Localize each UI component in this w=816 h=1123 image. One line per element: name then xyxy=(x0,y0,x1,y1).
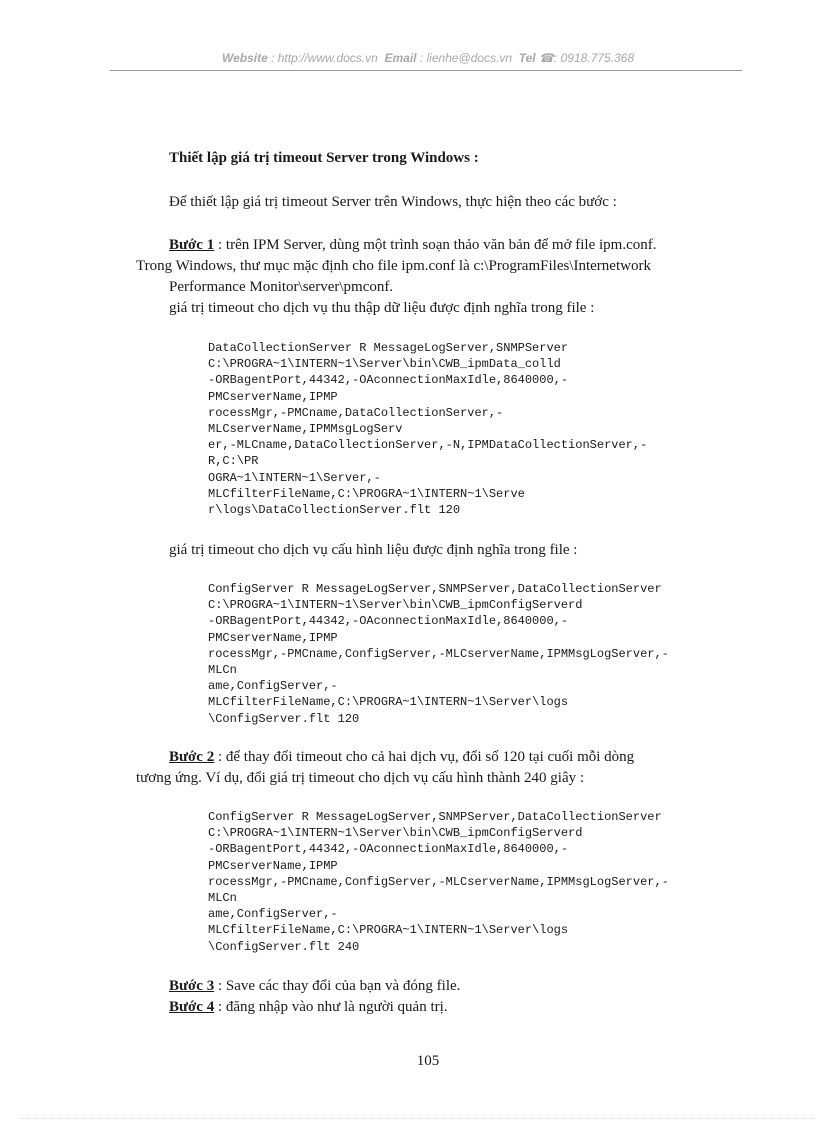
tel-value: : 0918.775.368 xyxy=(553,51,635,65)
code-line: ConfigServer R MessageLogServer,SNMPServer,DataCollectionServer xyxy=(208,582,662,596)
code-line: -ORBagentPort,44342,-OAconnectionMaxIdle,8640000,- xyxy=(208,373,569,388)
step4-label: Bước 4 xyxy=(169,999,215,1015)
code-line: OGRA~1\INTERN~1\Server,- xyxy=(208,470,381,485)
code-line: -ORBagentPort,44342,-OAconnectionMaxIdle,8640000,- xyxy=(208,614,569,629)
page-number: 105 xyxy=(416,1053,440,1069)
step3-label: Bước 3 xyxy=(169,978,215,994)
step1-line1 xyxy=(169,235,656,256)
step2-line2: tương ứng. Ví dụ, đổi giá trị timeout cho dịch vụ cấu hình thành 240 giây : xyxy=(136,770,585,786)
code-line: -ORBagentPort,44342,-OAconnectionMaxIdle,8640000,- xyxy=(208,842,569,857)
code-line: MLCfilterFileName,C:\PROGRA~1\INTERN~1\Serve xyxy=(208,486,525,501)
code-block-data-collection xyxy=(208,340,647,518)
code-line: MLCn xyxy=(208,663,237,678)
code-line: rocessMgr,-PMCname,DataCollectionServer,- xyxy=(208,405,504,420)
code-line: rocessMgr,-PMCname,ConfigServer,-MLCserverName,IPMMsgLogServer,- xyxy=(208,646,669,661)
step1-label: Bước 1 xyxy=(169,237,215,253)
website-value: : http://www.docs.vn xyxy=(271,51,378,65)
code-line: er,-MLCname,DataCollectionServer,-N,IPMDataCollectionServer,- xyxy=(208,438,648,453)
step2-text: : để thay đổi timeout cho cả hai dịch vụ, đổi số 120 tại cuối mỗi dòng xyxy=(214,749,635,765)
step3-text: : Save các thay đổi của bạn và đóng file. xyxy=(214,978,461,994)
code-block-config-120 xyxy=(208,581,669,727)
email-label: Email xyxy=(384,51,417,65)
code-line: r\logs\DataCollectionServer.flt 120 xyxy=(208,503,461,518)
code-line: MLCserverName,IPMMsgLogServ xyxy=(208,422,403,437)
header-divider xyxy=(110,70,742,71)
step4-line xyxy=(169,997,448,1018)
code-line: MLCfilterFileName,C:\PROGRA~1\INTERN~1\Server\logs xyxy=(208,695,569,710)
code-line: MLCn xyxy=(208,891,237,906)
code-line: \ConfigServer.flt 240 xyxy=(208,939,360,954)
code-line: C:\PROGRA~1\INTERN~1\Server\bin\CWB_ipmConfigServerd xyxy=(208,598,583,613)
step1-line2: Trong Windows, thư mục mặc định cho file ipm.conf là c:\ProgramFiles\Internetwork xyxy=(136,258,651,274)
code-line: C:\PROGRA~1\INTERN~1\Server\bin\CWB_ipmData_colld xyxy=(208,357,561,372)
code-line: rocessMgr,-PMCname,ConfigServer,-MLCserverName,IPMMsgLogServer,- xyxy=(208,874,669,889)
step1-line3: Performance Monitor\server\pmconf. xyxy=(169,279,394,295)
code-block-config-240 xyxy=(208,809,669,955)
step1-line4: giá trị timeout cho dịch vụ thu thập dữ liệu được định nghĩa trong file : xyxy=(169,300,595,316)
step2-label: Bước 2 xyxy=(169,749,215,765)
section-title: Thiết lập giá trị timeout Server trong Windows : xyxy=(169,150,479,166)
step2-line1 xyxy=(169,747,634,768)
intro-paragraph: Để thiết lập giá trị timeout Server trên Windows, thực hiện theo các bước : xyxy=(169,194,617,210)
step4-text: : đăng nhập vào như là người quản trị. xyxy=(214,999,448,1015)
tel-label: Tel xyxy=(518,51,536,65)
code-line: C:\PROGRA~1\INTERN~1\Server\bin\CWB_ipmConfigServerd xyxy=(208,826,583,841)
code-line: MLCfilterFileName,C:\PROGRA~1\INTERN~1\Server\logs xyxy=(208,923,569,938)
email-value: : lienhe@docs.vn xyxy=(419,51,513,65)
code-line: PMCserverName,IPMP xyxy=(208,858,338,873)
code-line: ame,ConfigServer,- xyxy=(208,907,338,922)
code-line: ConfigServer R MessageLogServer,SNMPServer,DataCollectionServer xyxy=(208,810,662,824)
step3-line xyxy=(169,976,460,997)
config-intro-paragraph: giá trị timeout cho dịch vụ cấu hình liệu được định nghĩa trong file : xyxy=(169,542,578,558)
code-line: DataCollectionServer R MessageLogServer,SNMPServer xyxy=(208,341,569,355)
code-line: R,C:\PR xyxy=(208,454,259,469)
footer-divider xyxy=(20,1118,816,1119)
page-header xyxy=(0,51,816,65)
code-line: PMCserverName,IPMP xyxy=(208,389,338,404)
code-line: PMCserverName,IPMP xyxy=(208,630,338,645)
phone-icon: ☎ xyxy=(539,51,554,65)
step1-text: : trên IPM Server, dùng một trình soạn thảo văn bản để mở file ipm.conf. xyxy=(214,237,657,253)
code-line: ame,ConfigServer,- xyxy=(208,679,338,694)
website-label: Website xyxy=(221,51,268,65)
code-line: \ConfigServer.flt 120 xyxy=(208,711,360,726)
